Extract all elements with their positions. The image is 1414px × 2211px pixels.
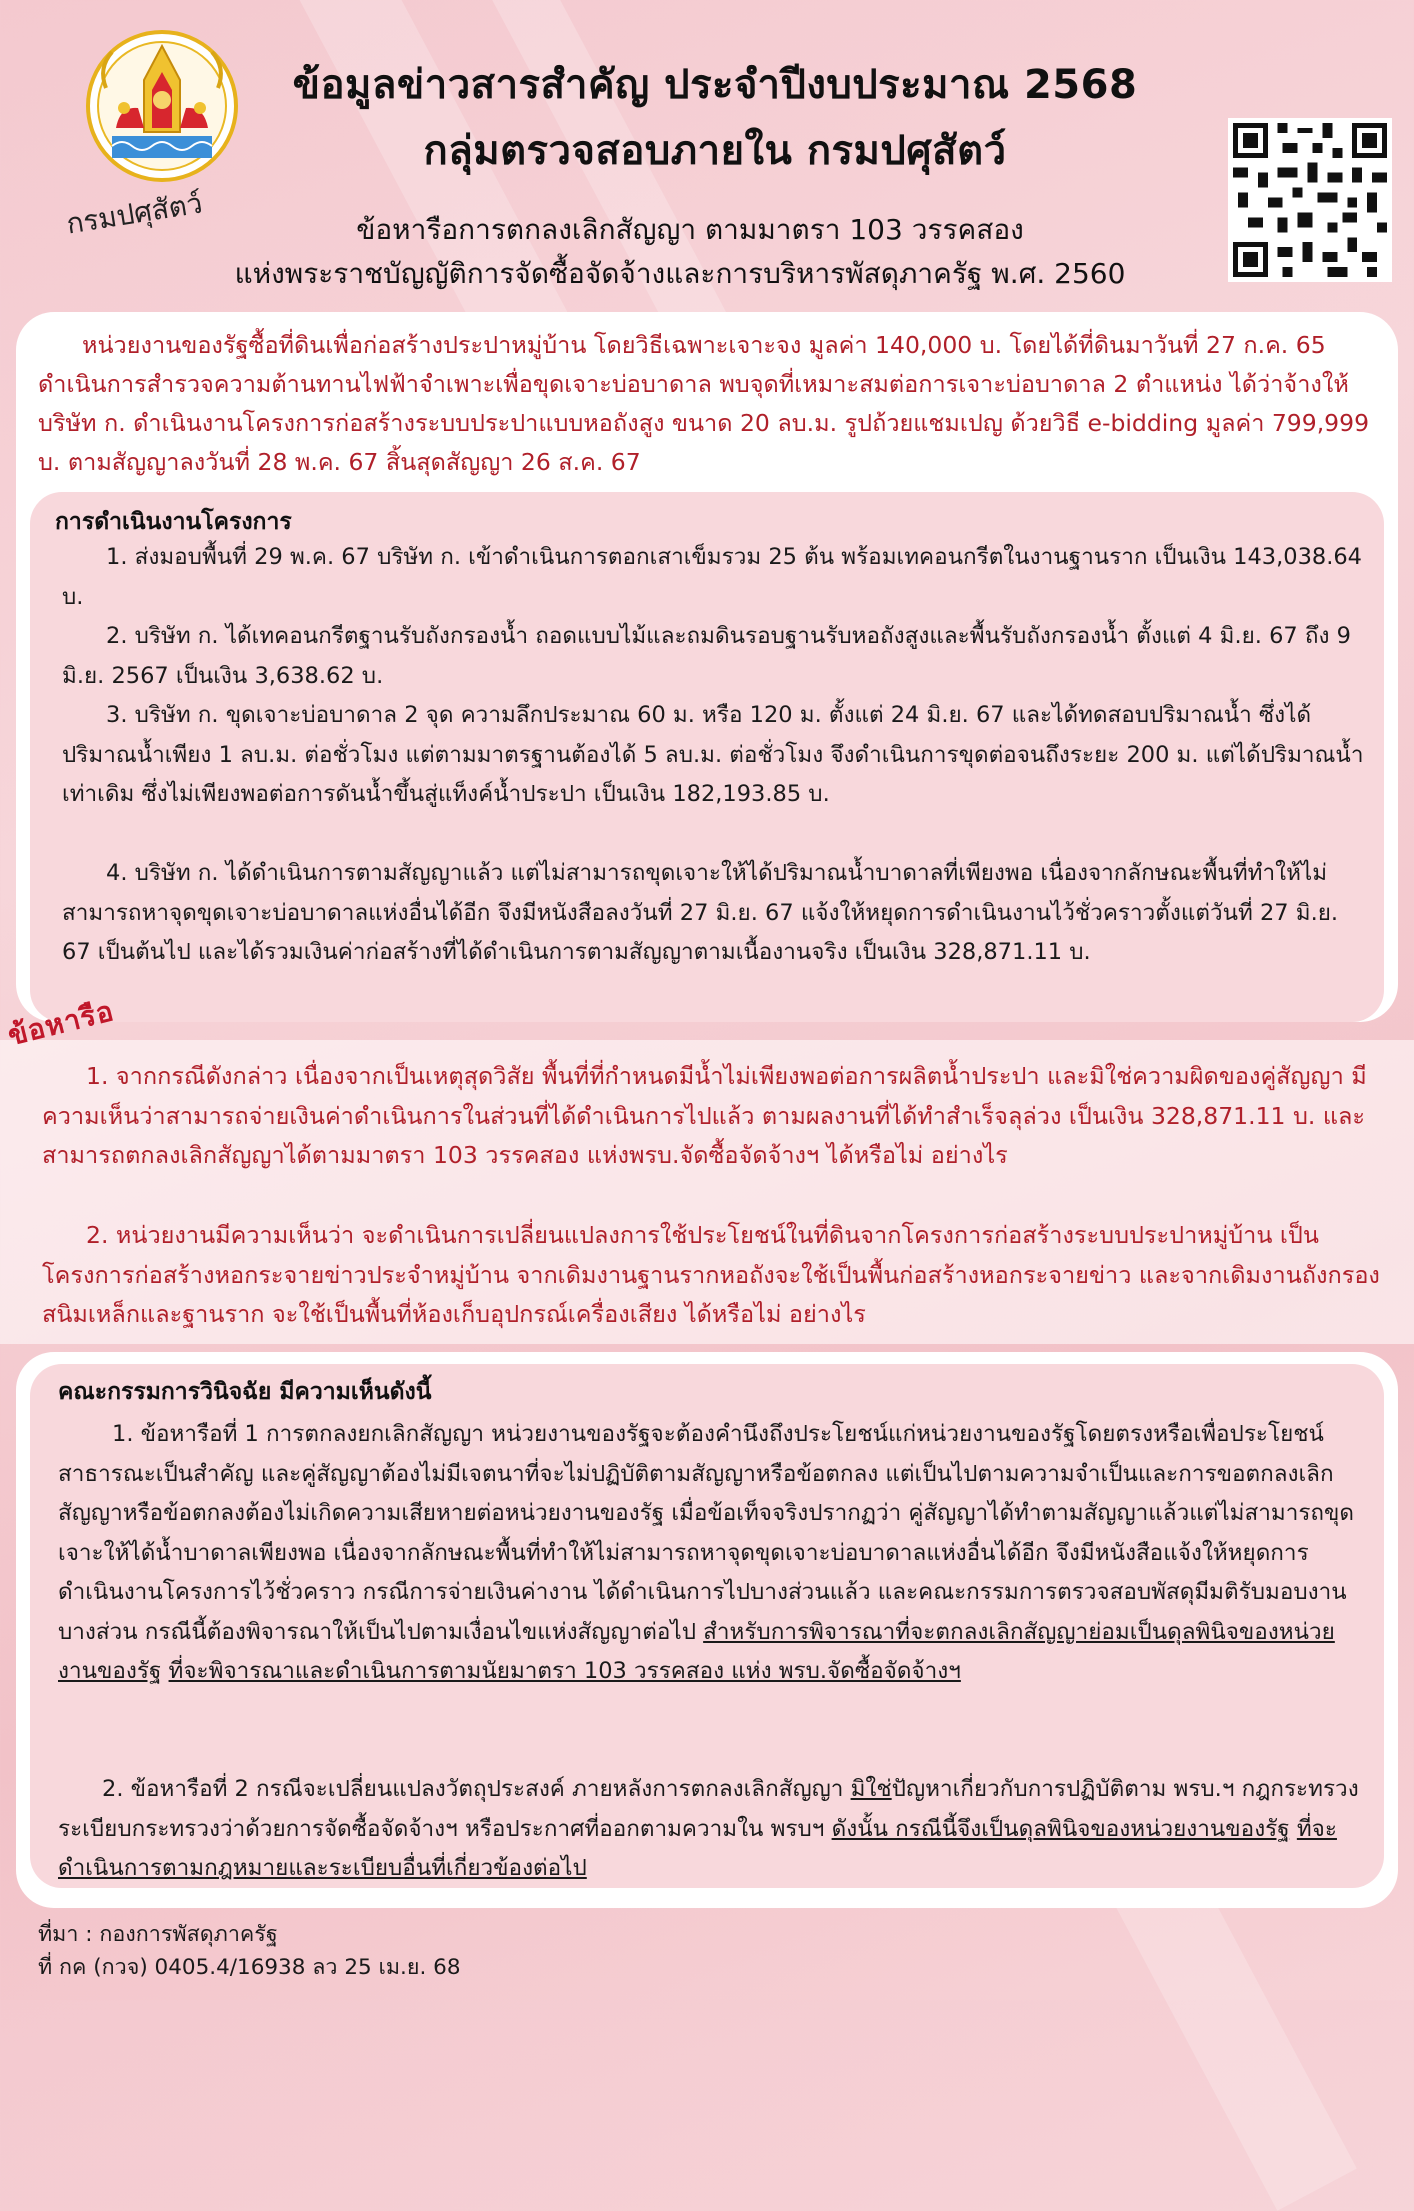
committee-item-2-text: 2. ข้อหารือที่ 2 กรณีจะเปลี่ยนแปลงวัตถุประสงค์ ภายหลังการตกลงเลิกสัญญา: [102, 1776, 851, 1802]
page-title-line2: กลุ่มตรวจสอบภายใน กรมปศุสัตว์: [423, 128, 1007, 174]
project-item: 3. บริษัท ก. ขุดเจาะบ่อบาดาล 2 จุด ความลึกประมาณ 60 ม. หรือ 120 ม. ตั้งแต่ 24 มิ.ย. 67 และได้ทดสอบปริมาณน้ำ ซึ่งได้ปริมาณน้ำเพียง 1 ลบ.ม. ต่อชั่วโมง แต่ตามมาตรฐานต้องได้ 5 ลบ.ม. ต่อชั่วโมง จึงดำเนินการขุดต่อจนถึงระยะ 200 ม. แต่ได้ปริมาณน้ำเท่าเดิม ซึ่งไม่เพียงพอต่อการดันน้ำขึ้นสู่แท็งค์น้ำประปา เป็นเงิน 182,193.85 บ.: [62, 702, 1364, 807]
reference-line: ที่ กค (กวจ) 0405.4/16938 ลว 25 เม.ย. 68: [38, 1955, 461, 1980]
committee-item-2-underline: มิใช่: [850, 1776, 892, 1802]
committee-item-2-text-b: ปัญหาเกี่ยวกับการปฏิบัติตาม พรบ.ฯ กฎกระทรวง ระเบียบกระทรวงว่าด้วยการจัดซื้อจัดจ้างฯ หรือประกาศที่ออกตามความใน พรบฯ: [58, 1776, 1359, 1842]
committee-item-1-underline: สำหรับการพิจารณาที่จะตกลงเลิกสัญญาย่อมเป็นดุลพินิจของหน่วยงานของรัฐ: [58, 1618, 1335, 1684]
query-label: ข้อหารือ: [4, 994, 118, 1053]
header: [0, 0, 1414, 300]
source-line: ที่มา : กองการพัสดุภาครัฐ: [38, 1922, 278, 1947]
project-item: 4. บริษัท ก. ได้ดำเนินการตามสัญญาแล้ว แต่ไม่สามารถขุดเจาะให้ได้ปริมาณน้ำบาดาลที่เพียงพอ เนื่องจากลักษณะพื้นที่ทำให้ไม่สามารถหาจุดขุดเจาะบ่อบาดาลแห่งอื่นได้อีก จึงมีหนังสือลงวันที่ 27 มิ.ย. 67 แจ้งให้หยุดการดำเนินงานไว้ชั่วคราวตั้งแต่วันที่ 27 มิ.ย. 67 เป็นต้นไป และได้รวมเงินค่าก่อสร้างที่ได้ดำเนินการตามสัญญาตามเนื้องานจริง เป็นเงิน 328,871.11 บ.: [62, 860, 1339, 965]
query-item: 1. จากกรณีดังกล่าว เนื่องจากเป็นเหตุสุดวิสัย พื้นที่ที่กำหนดมีน้ำไม่เพียงพอต่อการผลิตน้ำประปา และมิใช่ความผิดของคู่สัญญา มีความเห็นว่าสามารถจ่ายเงินค่าดำเนินการในส่วนที่ได้ดำเนินการไปแล้ว ตามผลงานที่ได้ทำสำเร็จลุล่วง เป็นเงิน 328,871.11 บ. และสามารถตกลงเลิกสัญญาได้ตามมาตรา 103 วรรคสอง แห่งพรบ.จัดซื้อจัดจ้างฯ ได้หรือไม่ อย่างไร: [42, 1062, 1367, 1169]
query-item: 2. หน่วยงานมีความเห็นว่า จะดำเนินการเปลี่ยนแปลงการใช้ประโยชน์ในที่ดินจากโครงการก่อสร้างระบบประปาหมู่บ้าน เป็นโครงการก่อสร้างหอกระจายข่าวประจำหมู่บ้าน จากเดิมงานฐานรากหอถังจะใช้เป็นพื้นก่อสร้างหอกระจายข่าว และจากเดิมงานถังกรองสนิมเหล็กและฐานราก จะใช้เป็นพื้นที่ห้องเก็บอุปกรณ์เครื่องเสียง ได้หรือไม่ อย่างไร: [42, 1221, 1380, 1328]
page-subtitle: ข้อหารือการตกลงเลิกสัญญา ตามมาตรา 103 วรรคสอง: [356, 213, 1024, 246]
project-item: 2. บริษัท ก. ได้เทคอนกรีตฐานรับถังกรองน้ำ ถอดแบบไม้และถมดินรอบฐานรับหอถังสูงและพื้นรับถังกรองน้ำ ตั้งแต่ 4 มิ.ย. 67 ถึง 9 มิ.ย. 2567 เป็นเงิน 3,638.62 บ.: [62, 623, 1351, 689]
committee-item-1: [58, 1415, 1363, 1692]
project-section-title: การดำเนินงานโครงการ: [55, 509, 292, 535]
committee-item-2-underline-c: ที่จะดำเนินการตามกฎหมายและระเบียบอื่นที่เกี่ยวข้องต่อไป: [58, 1815, 1337, 1881]
project-item: 1. ส่งมอบพื้นที่ 29 พ.ค. 67 บริษัท ก. เข้าดำเนินการตอกเสาเข็มรวม 25 ต้น พร้อมเทคอนกรีตในงานฐานราก เป็นเงิน 143,038.64 บ.: [62, 544, 1362, 610]
committee-item-1-text: 1. ข้อหารือที่ 1 การตกลงยกเลิกสัญญา หน่วยงานของรัฐจะต้องคำนึงถึงประโยชน์แก่หน่วยงานของรัฐโดยตรงหรือเพื่อประโยชน์สาธารณะเป็นสำคัญ และคู่สัญญาต้องไม่มีเจตนาที่จะไม่ปฏิบัติตามสัญญาหรือข้อตกลง แต่เป็นไปตามความจำเป็นและการขอตกลงเลิกสัญญาหรือข้อตกลงต้องไม่เกิดความเสียหายต่อหน่วยงานของรัฐ เมื่อข้อเท็จจริงปรากฏว่า คู่สัญญาได้ทำตามสัญญาแล้วแต่ไม่สามารถขุดเจาะให้ได้น้ำบาดาลเพียงพอ เนื่องจากลักษณะพื้นที่ทำให้ไม่สามารถหาจุดขุดเจาะบ่อบาดาลแห่งอื่นได้อีก จึงมีหนังสือแจ้งให้หยุดการดำเนินงานโครงการไว้ชั่วคราว กรณีการจ่ายเงินค่างาน ได้ดำเนินการไปบางส่วนแล้ว และคณะกรรมการตรวจสอบพัสดุมีมติรับมอบงานบางส่วน กรณีนี้ต้องพิจารณาให้เป็นไปตามเงื่อนไขแห่งสัญญาต่อไป: [58, 1421, 1355, 1645]
committee-item-2-gap: [1290, 1816, 1297, 1842]
logo-text: กรมปศุสัตว์: [64, 186, 205, 241]
committee-item-1-gap: [161, 1658, 168, 1684]
page-subtitle-line2: แห่งพระราชบัญญัติการจัดซื้อจัดจ้างและการบริหารพัสดุภาครัฐ พ.ศ. 2560: [234, 257, 1126, 290]
qr-code-icon[interactable]: [1228, 118, 1392, 282]
committee-section-title: คณะกรรมการวินิจฉัย มีความเห็นดังนี้: [58, 1379, 432, 1405]
committee-item-2-underline-b: ดังนั้น กรณีนี้จึงเป็นดุลพินิจของหน่วยงานของรัฐ: [831, 1815, 1290, 1842]
committee-item-2: [58, 1770, 1363, 1889]
intro-paragraph: หน่วยงานของรัฐซื้อที่ดินเพื่อก่อสร้างประปาหมู่บ้าน โดยวิธีเฉพาะเจาะจง มูลค่า 140,000 บ. โดยได้ที่ดินมาวันที่ 27 ก.ค. 65 ดำเนินการสำรวจความต้านทานไฟฟ้าจำเพาะเพื่อขุดเจาะบ่อบาดาล พบจุดที่เหมาะสมต่อการเจาะบ่อบาดาล 2 ตำแหน่ง ได้ว่าจ้างให้ บริษัท ก. ดำเนินงานโครงการก่อสร้างระบบประปาแบบหอถังสูง ขนาด 20 ลบ.ม. รูปถ้วยแชมเปญ ด้วยวิธี e-bidding มูลค่า 799,999 บ. ตามสัญญาลงวันที่ 28 พ.ค. 67 สิ้นสุดสัญญา 26 ส.ค. 67: [38, 331, 1370, 476]
page-title: ข้อมูลข่าวสารสำคัญ ประจำปีงบประมาณ 2568: [292, 62, 1138, 108]
committee-item-1-underline-2: ที่จะพิจารณาและดำเนินการตามนัยมาตรา 103 วรรคสอง แห่ง พรบ.จัดซื้อจัดจ้างฯ: [168, 1658, 961, 1684]
